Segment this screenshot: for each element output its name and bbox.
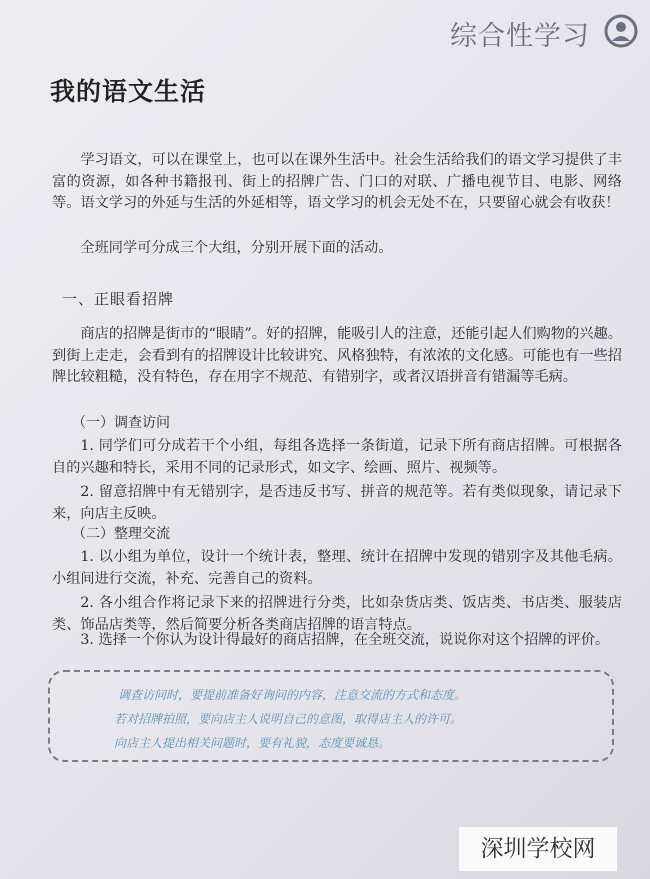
intro-paragraph: 学习语文，可以在课堂上，也可以在课外生活中。社会生活给我们的语文学习提供了丰富的资源，如各种书籍报刊、街上的招牌广告、门口的对联、广播电视节目、电影、网络等。语文学习的外延与生活的外延相等，语文学习的机会无处不在，只要留心就会有收获！	[52, 152, 622, 211]
subsection-title-survey: （一）调查访问	[72, 415, 170, 431]
subsection-title-organize: （二）整理交流	[72, 526, 170, 542]
tip-line: 向店主人提出相关问题时，要有礼貌，态度要诚恳。	[114, 736, 391, 750]
section-header-title: 综合性学习	[450, 21, 590, 52]
intro-paragraph-2: 全班同学可分成三个大组，分别开展下面的活动。	[80, 240, 393, 256]
section-heading: 一、正眼看招牌	[62, 290, 175, 308]
tip-box	[48, 670, 614, 762]
list-item: 1. 同学们可分成若干个小组，每组各选择一条街道，记录下所有商店招牌。可根据各自的兴趣和特长，采用不同的记录形式，如文字、绘画、照片、视频等。	[52, 438, 622, 476]
tip-line: 若对招牌拍照，要向店主人说明自己的意图，取得店主人的许可。	[114, 712, 463, 726]
list-item: 2. 各小组合作将记录下来的招牌进行分类，比如杂货店类、饭店类、书店类、服装店类、饰品店类等，然后简要分析各类商店招牌的语言特点。	[52, 595, 622, 633]
section-intro-paragraph: 商店的招牌是街市的“眼睛”。好的招牌，能吸引人的注意，还能引起人们购物的兴趣。到街上走走，会看到有的招牌设计比较讲究、风格独特，有浓浓的文化感。可能也有一些招牌比较粗糙，没有特色，存在用字不规范、有错别字，或者汉语拼音有错漏等毛病。	[52, 326, 622, 385]
person-circle-icon	[604, 14, 638, 48]
tip-line: 调查访问时，要提前准备好询问的内容，注意交流的方式和态度。	[118, 688, 467, 702]
watermark: 深圳学校网	[459, 827, 617, 871]
list-item: 1. 以小组为单位，设计一个统计表，整理、统计在招牌中发现的错别字及其他毛病。小组间进行交流，补充、完善自己的资料。	[52, 549, 622, 587]
list-item: 2. 留意招牌中有无错别字，是否违反书写、拼音的规范等。若有类似现象，请记录下来，向店主反映。	[52, 484, 622, 522]
list-item: 3. 选择一个你认为设计得最好的商店招牌，在全班交流，说说你对这个招牌的评价。	[80, 632, 610, 648]
page-title: 我的语文生活	[50, 77, 207, 106]
